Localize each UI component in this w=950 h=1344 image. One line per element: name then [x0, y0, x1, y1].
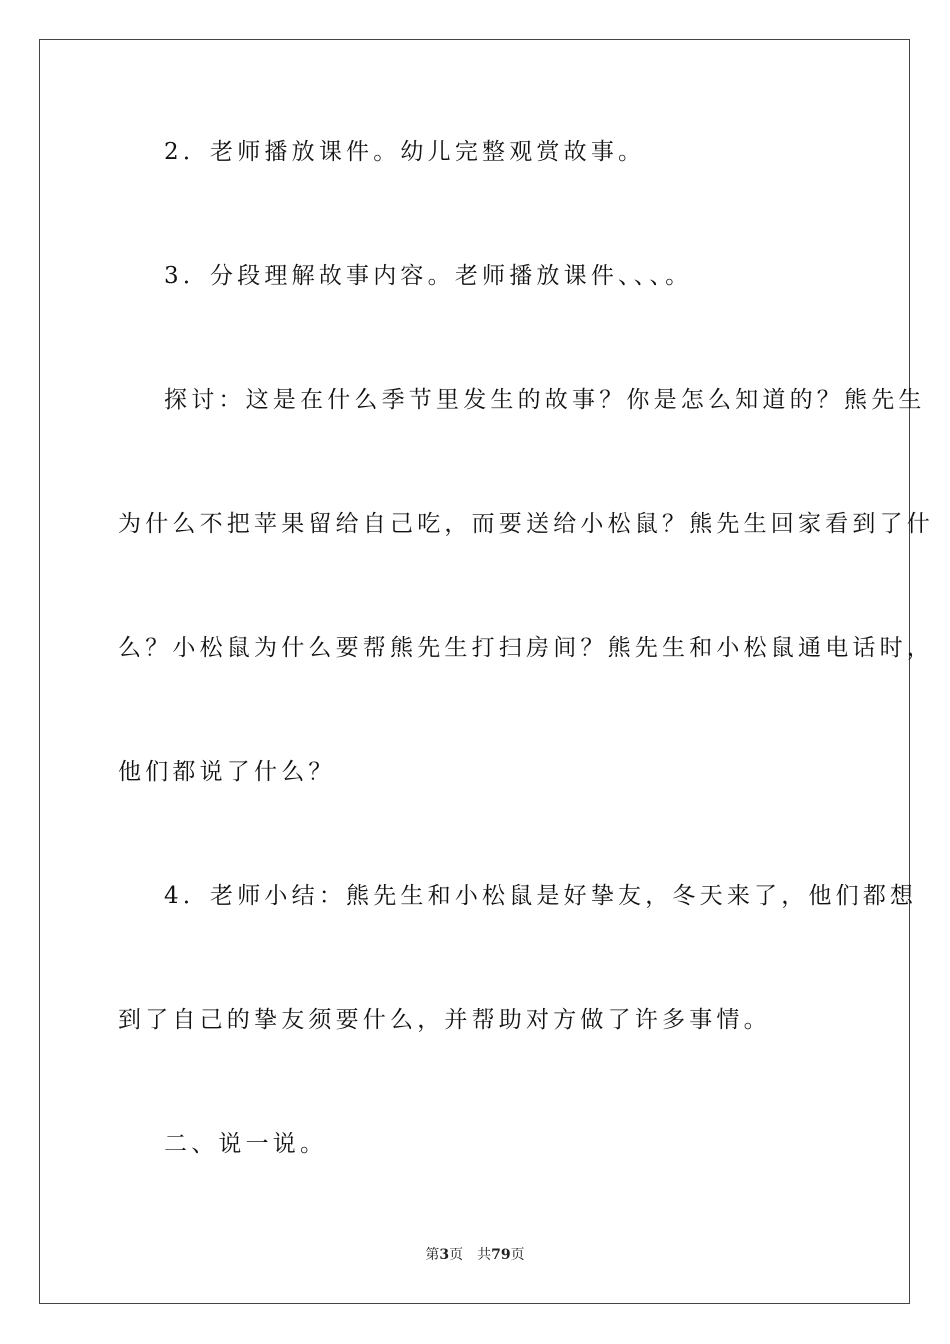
paragraph-line: 2．老师播放课件。幼儿完整观赏故事。 [164, 139, 646, 165]
paragraph-line: 他们都说了什么？ [118, 759, 336, 785]
section-heading: 二、说一说。 [164, 1131, 328, 1157]
footer-total-prefix: 共 [477, 1247, 492, 1263]
page-footer [0, 1245, 950, 1265]
paragraph-line: 4．老师小结：熊先生和小松鼠是好挚友，冬天来了，他们都想 [164, 883, 918, 909]
page-border [39, 39, 910, 1304]
paragraph-line: 为什么不把苹果留给自己吃，而要送给小松鼠？熊先生回家看到了什 [118, 511, 934, 537]
paragraph-line: 到了自己的挚友须要什么，并帮助对方做了许多事情。 [118, 1007, 771, 1033]
paragraph-line: 探讨：这是在什么季节里发生的故事？你是怎么知道的？熊先生 [164, 387, 926, 413]
paragraph-line: 3．分段理解故事内容。老师播放课件、、、。 [164, 263, 693, 289]
footer-page-number: 3 [439, 1247, 450, 1263]
footer-page-prefix: 第 [425, 1247, 440, 1263]
footer-total-suffix: 页 [510, 1247, 525, 1263]
footer-page-suffix: 页 [449, 1247, 464, 1263]
footer-total-pages: 79 [491, 1247, 511, 1263]
paragraph-line: 么？小松鼠为什么要帮熊先生打扫房间？熊先生和小松鼠通电话时， [118, 635, 934, 661]
